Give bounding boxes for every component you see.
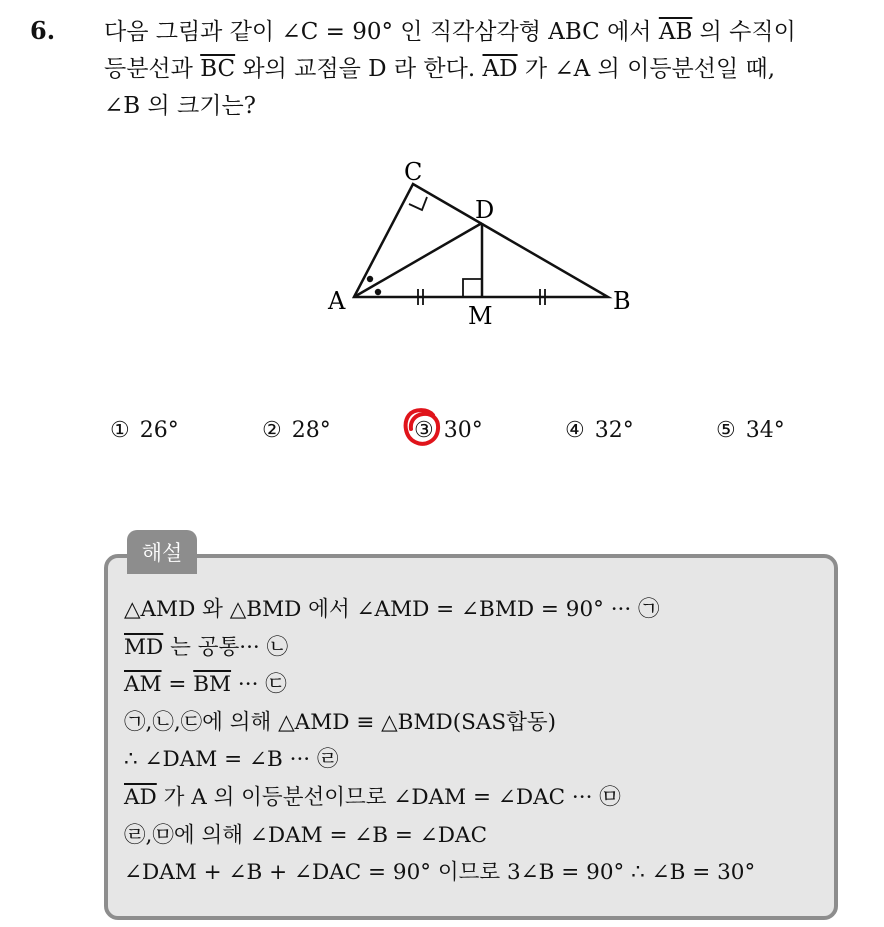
solution-line-3: $\overline{AM} = \overline{BM}$ ··· ㉢ xyxy=(124,672,287,698)
solution-line-5: ∴ ∠DAM = ∠B ··· ㉣ xyxy=(124,747,339,773)
solution-line-8: ∠DAM + ∠B + ∠DAC = 90° 이므로 3∠B = 90° ∴ ∠B = 30° xyxy=(124,860,756,886)
question-line-2: 등분선과 $\overline{BC}$ 와의 교점을 D 라 한다. $\overline{AD}$ 가 ∠A 의 이등분선일 때, xyxy=(104,56,776,82)
choice-3[interactable]: ③ 30° xyxy=(414,418,483,443)
segment-ab: $\overline{AB}$ xyxy=(658,19,693,45)
answer-choices xyxy=(110,418,870,458)
solution-line-7: ㉣,㉤에 의해 ∠DAM = ∠B = ∠DAC xyxy=(124,822,488,848)
segment-bc: $\overline{BC}$ xyxy=(200,56,236,82)
angle-dot-1 xyxy=(367,276,373,282)
choice-4[interactable]: ④ 32° xyxy=(565,418,634,443)
question-number: 6. xyxy=(30,16,56,45)
choice-2[interactable]: ② 28° xyxy=(262,418,331,443)
solution-line-4: ㉠,㉡,㉢에 의해 △AMD ≡ △BMD(SAS합동) xyxy=(124,709,557,735)
solution-text xyxy=(124,591,824,892)
label-a: A xyxy=(328,287,346,315)
label-d: D xyxy=(475,196,495,224)
question-text xyxy=(104,14,874,125)
question-line-3: ∠B 의 크기는? xyxy=(104,93,256,119)
segment-ad: $\overline{AD}$ xyxy=(482,56,518,82)
solution-line-2: $\overline{MD}$ 는 공통··· ㉡ xyxy=(124,634,289,660)
label-c: C xyxy=(404,158,423,186)
choice-1[interactable]: ① 26° xyxy=(110,418,179,443)
solution-line-1: △AMD 와 △BMD 에서 ∠AMD = ∠BMD = 90° ··· ㉠ xyxy=(124,597,660,622)
triangle-diagram xyxy=(318,152,648,337)
angle-dot-2 xyxy=(375,289,381,295)
right-angle-mark-m xyxy=(463,279,482,297)
solution-line-6: $\overline{AD}$ 가 A 의 이등분선이므로 ∠DAM = ∠DAC ··· ㉤ xyxy=(124,784,621,810)
label-b: B xyxy=(613,287,631,315)
choice-5[interactable]: ⑤ 34° xyxy=(716,418,785,443)
label-m: M xyxy=(468,302,493,330)
solution-tab: 해설 xyxy=(127,530,197,574)
question-line-1: 다음 그림과 같이 ∠C = 90° 인 직각삼각형 ABC 에서 $\overline{AB}$ 의 수직이 xyxy=(104,19,796,45)
right-angle-mark-c xyxy=(409,197,427,210)
